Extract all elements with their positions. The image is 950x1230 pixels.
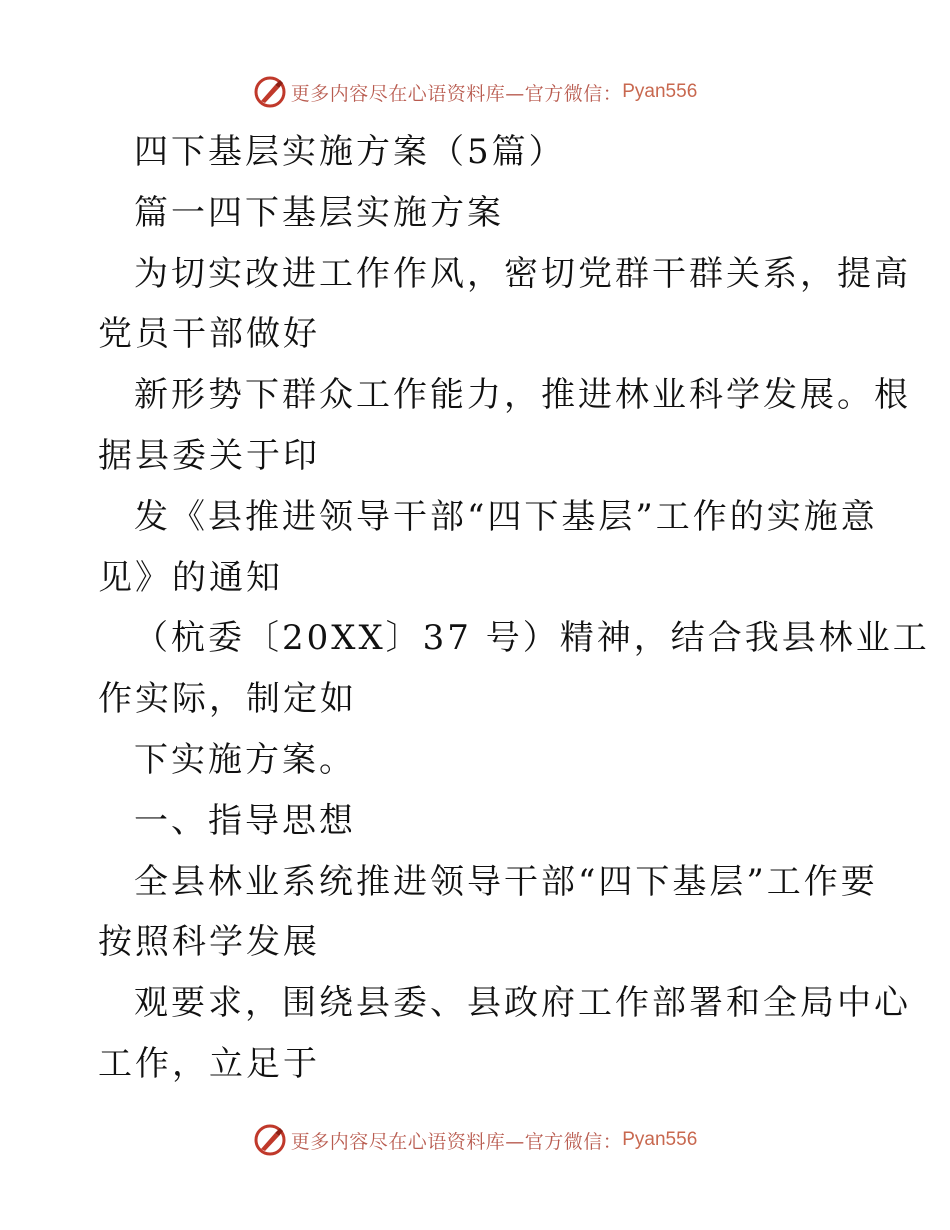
section-heading: 篇一四下基层实施方案 [134, 192, 504, 233]
paragraph-line: 发《县推进领导干部“四下基层”工作的实施意 [134, 496, 878, 537]
paragraph-line: 按照科学发展 [98, 922, 320, 963]
watermark-text: 更多内容尽在心语资料库—官方微信： [290, 1130, 623, 1153]
watermark-wechat-id: Pyan556 [622, 81, 698, 102]
footer-watermark [0, 1120, 950, 1160]
paragraph-line: 为切实改进工作作风，密切党群干群关系，提高 [134, 253, 911, 294]
header-watermark [0, 72, 950, 112]
paragraph-line: 见》的通知 [98, 557, 283, 598]
pen-logo-icon [253, 75, 287, 109]
watermark-wechat-id: Pyan556 [622, 1129, 698, 1150]
paragraph-line: 观要求，围绕县委、县政府工作部署和全局中心 [134, 983, 911, 1024]
paragraph-line: （杭委〔20XX〕37 号）精神，结合我县林业工 [134, 618, 930, 659]
pen-logo-icon [253, 1123, 287, 1157]
paragraph-line: 全县林业系统推进领导干部“四下基层”工作要 [134, 861, 878, 902]
paragraph-line: 工作，立足于 [98, 1043, 320, 1084]
paragraph-line: 作实际，制定如 [98, 679, 357, 720]
paragraph-line: 党员干部做好 [98, 314, 320, 355]
document-title: 四下基层实施方案（5篇） [134, 132, 566, 172]
paragraph-line: 据县委关于印 [98, 435, 320, 476]
paragraph-line: 下实施方案。 [134, 739, 356, 780]
section-heading: 一、指导思想 [134, 800, 356, 841]
watermark-text: 更多内容尽在心语资料库—官方微信： [290, 82, 623, 105]
document-body [98, 122, 930, 1095]
paragraph-line: 新形势下群众工作能力，推进林业科学发展。根 [134, 375, 911, 416]
